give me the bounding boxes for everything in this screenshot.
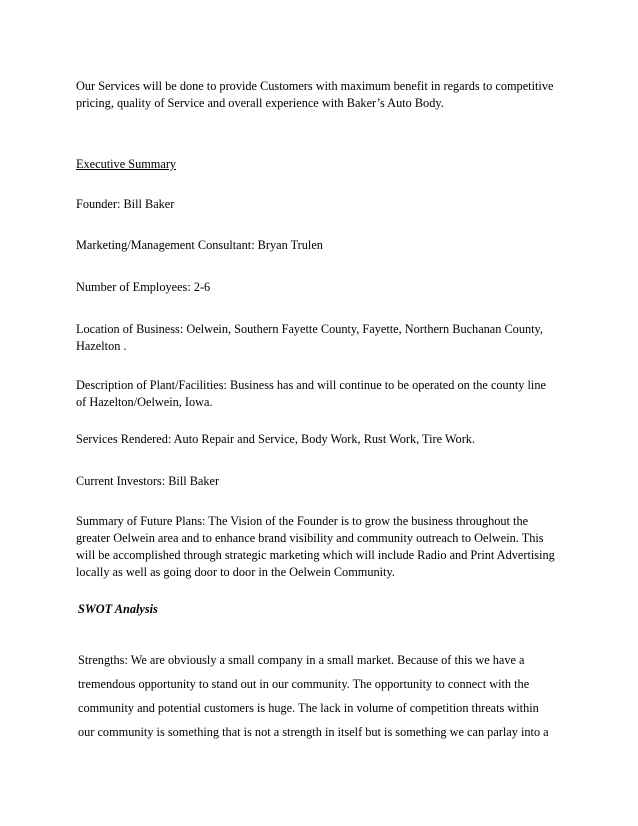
future-plans-paragraph <box>76 513 576 581</box>
consultant-line: Marketing/Management Consultant: Bryan Trulen <box>76 238 323 252</box>
facilities-line: Description of Plant/Facilities: Business has and will continue to be operated on the county line <box>76 378 546 392</box>
future-plans-line: locally as well as going door to door in the Oelwein Community. <box>76 565 395 579</box>
investors-line: Current Investors: Bill Baker <box>76 474 220 488</box>
future-plans-line: greater Oelwein area and to enhance brand visibility and community outreach to Oelwein. This <box>76 531 544 545</box>
intro-line: pricing, quality of Service and overall experience with Baker’s Auto Body. <box>76 96 444 110</box>
swot-heading: SWOT Analysis <box>78 602 158 616</box>
strengths-paragraph <box>78 652 578 748</box>
strengths-line: our community is something that is not a strength in itself but is something we can parlay into a <box>78 725 549 739</box>
strengths-line: community and potential customers is huge. The lack in volume of competition threats within <box>78 701 539 715</box>
intro-paragraph <box>76 78 576 112</box>
services-line: Services Rendered: Auto Repair and Service, Body Work, Rust Work, Tire Work. <box>76 432 476 446</box>
location-line: Location of Business: Oelwein, Southern Fayette County, Fayette, Northern Buchanan County, <box>76 322 543 336</box>
strengths-line: tremendous opportunity to stand out in our community. The opportunity to connect with the <box>78 677 530 691</box>
facilities-line: of Hazelton/Oelwein, Iowa. <box>76 395 213 409</box>
location-line: Hazelton . <box>76 339 127 353</box>
employees-line: Number of Employees: 2-6 <box>76 280 211 294</box>
location-paragraph <box>76 321 576 355</box>
executive-summary-heading: Executive Summary <box>76 157 177 171</box>
founder-line: Founder: Bill Baker <box>76 197 175 211</box>
intro-line: Our Services will be done to provide Customers with maximum benefit in regards to competitive <box>76 79 554 93</box>
strengths-line: Strengths: We are obviously a small company in a small market. Because of this we have a <box>78 653 525 667</box>
future-plans-line: will be accomplished through strategic marketing which will include Radio and Print Advertising <box>76 548 555 562</box>
future-plans-line: Summary of Future Plans: The Vision of the Founder is to grow the business throughout the <box>76 514 529 528</box>
facilities-paragraph <box>76 377 576 411</box>
